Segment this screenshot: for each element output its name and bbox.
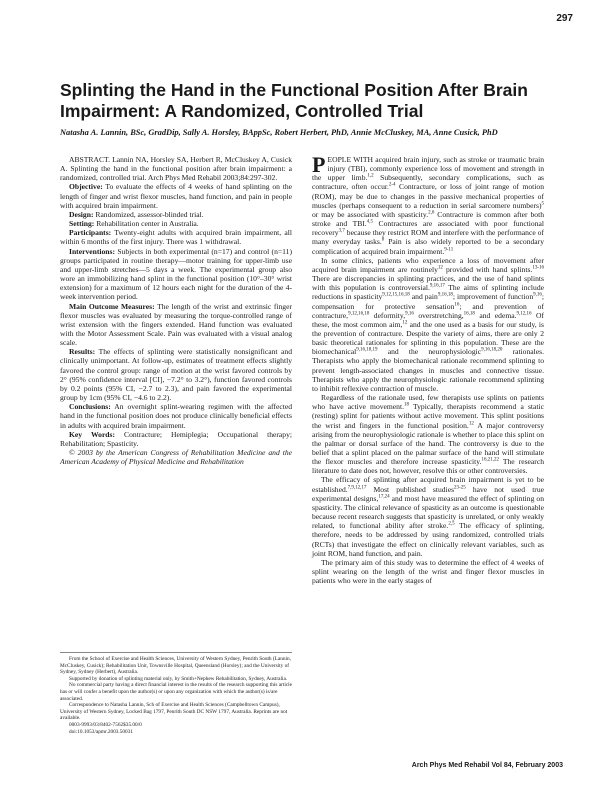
text-run: The aims of splinting include reductions in spasticity [312,283,544,302]
abstract-label: Interventions: [69,246,115,256]
copyright-notice: © 2003 by the American Congress of Rehabilitation Medicine and the American Academy of Physical Medicine and Rehabilitation [60,448,292,467]
abstract-text: To evaluate the effects of 4 weeks of hand splinting on the length of finger and wrist flexor muscles, hand function, and pain in people with acquired brain impairment. [60,182,292,210]
abstract-outcome-measures [60,302,292,348]
body-paragraph [312,393,544,475]
citation-ref: 1,2 [367,173,374,179]
abstract-label: Results: [69,347,96,357]
text-run: ; compensation for protective sensation [312,292,544,311]
abstract-design [60,210,292,219]
footnote-correspondence: Correspondence to Natasha Lannin, Sch of Exercise and Health Sciences (Campbelltown Campus), University of Western Sydney, Locked Bag 1797, Penrith South DC NSW 1797, Australia. Reprints are not available. [60,702,288,722]
citation-ref: 3,7 [338,228,345,234]
abstract-text: The length of the wrist and extrinsic finger flexor muscles was evaluated by measuring the torque-controlled range of wrist extension with the fingers extended. Hand function was evaluated with the Motor Assessment Scale. Pain was evaluated with a visual analog scale. [60,301,292,348]
abstract-label: Objective: [69,182,103,192]
article-title: Splinting the Hand in the Functional Position After Brain Impairment: A Randomized, Controlled Trial [60,80,528,121]
text-run: rationales. Therapists who apply the biomechanical rationale recommend splinting to prevent length-associated changes in muscles and connective tissue. Therapists who apply the neurophysiologic rationale recommend splinting to inhibit reflexive contraction of muscle. [312,347,544,393]
citation-ref: 9,12,16,18 [348,311,370,317]
footnote-doi: doi:10.1053/apmr.2003.50031 [69,728,134,735]
text-run: deformity, [369,310,406,320]
footnotes [60,652,292,735]
journal-footer: Arch Phys Med Rehabil Vol 84, February 2003 [411,762,563,769]
page-number: 297 [556,13,573,24]
citation-ref: 2-4 [388,182,396,188]
citation-ref: 12 [437,265,443,271]
body-paragraph [312,256,544,393]
citation-ref: 12 [402,320,408,326]
abstract-results [60,347,292,402]
citation-ref: 9,12,16 [516,311,532,317]
abstract-setting [60,219,292,228]
text-run: and edema. [474,310,517,320]
abstract-text: Randomized, assessor-blinded trial. [95,209,204,219]
text-run: ; improvement of function [452,292,534,302]
text-run: Of these, the most common aim, [312,310,544,329]
author-list: Natasha A. Lannin, BSc, GradDip, Sally A. Horsley, BAppSc, Robert Herbert, PhD, Annie McCluskey, MA, Anne Cusick, PhD [60,128,498,137]
abstract-text: Contracture; Hemiplegia; Occupational therapy; Rehabilitation; Spasticity. [60,429,292,448]
paragraph-lead: EOPLE WITH [327,155,374,164]
text-run: Contractures are associated with poor functional recovery [312,219,544,238]
citation-ref: 12 [468,421,474,426]
citation-ref: 16,21,22 [481,457,499,463]
citation-ref: 16 [454,301,460,307]
body-column [312,152,545,586]
citation-ref: 9-11 [444,247,454,253]
abstract-participants [60,228,292,246]
text-run: Pain is also widely reported to be a secondary complication of acquired brain impairment. [312,237,544,256]
text-run: Contracture, or loss of joint range of motion (ROM), may be due to changes in the passive mechanical properties of muscles (perhaps consequent to a reduction in serial sarcomere numbers) [312,182,544,210]
citation-ref: 9,16,18 [437,292,453,298]
text-run: or may be associated with spasticity. [312,209,429,219]
citation-ref: 9,16,18,20 [481,347,503,353]
footnote-disclosure: No commercial party having a direct financial interest in the results of the research supporting this article has or will confer a benefit upon the author(s) or upon any organization with which the author(s) is/are associated. [60,682,292,702]
abstract-label: Main Outcome Measures: [69,301,155,311]
text-run: There are discrepancies in splinting practices, and the use of hand splints with this population is controversial. [312,274,544,293]
abstract-label: Key Words: [69,429,116,439]
abstract-interventions [60,247,292,302]
text-run: and the one used as a basis for our study, is the prevention of contracture. Despite the variety of aims, there are only 2 basic theoretical rationales for splinting in this population. These are the biomechanical [312,319,544,357]
citation-ref: 7,9,12,17 [347,485,367,491]
text-run: provided with hand splints. [442,264,533,274]
text-run: Most published studies [366,484,455,494]
drop-cap: P [312,152,326,177]
citation-ref: 9,12,15,16,18 [382,292,410,298]
abstract-conclusions [60,402,292,429]
citation-ref: 9,16 [405,311,414,317]
citation-ref: 8 [381,237,385,243]
abstract-label: Participants: [69,228,112,238]
text-run: In some clinics, patients who experience a loss of movement after acquired brain impairment are routinely [312,255,544,274]
text-run: acquired brain injury, such as stroke or traumatic brain injury (TBI), commonly experience loss of movement and strength in the upper limb. [312,155,544,183]
citation-ref: 17,24 [378,494,390,500]
body-paragraph [312,475,544,557]
abstract-citation: ABSTRACT. Lannin NA, Horsley SA, Herbert R, McCluskey A, Cusick A. Splinting the hand in the functional position after brain impairment: a randomized, controlled trial. Arch Phys Med Rehabil 2003;84:297-302. [60,155,292,183]
text-run: Contracture is common after both stroke and TBI. [312,209,544,229]
abstract-text: Rehabilitation center in Australia. [96,219,199,229]
abstract-label: Conclusions: [69,402,111,412]
abstract-key-words [60,430,292,448]
text-run: The research literature to date does not, however, resolve this or other controversies. [312,457,544,476]
abstract-objective [60,182,292,209]
text-run: overstretching, [413,310,464,320]
text-run: The efficacy of splinting, therefore, needs to be addressed by using randomized, controlled trials (RCTs) that investigate the effect on clinically relevant variables, such as joint ROM, hand function, and pain. [312,521,544,558]
citation-ref: 2,5 [448,521,455,527]
citation-ref: 4,5 [366,219,373,225]
abstract-label: Design: [69,209,94,219]
citation-ref: 13-16 [532,265,544,271]
citation-ref: 23-25 [454,485,466,491]
abstract-text: The effects of splinting were statistically nonsignificant and clinically unimportant. At follow-up, estimates of treatment effects slightly favored the control group: range of motion at the wrist favored controls by 2° (95% confidence interval [CI], −7.2° to 3.2°), function favored controls by 0.2 points (95% CI, −2.7 to 2.3), and pain favored the experimental group by 1cm (95% CI, −4.6 to 2.2). [60,347,292,403]
text-run: have not used true experimental designs, [312,484,544,503]
citation-ref: 9,16 [533,292,542,298]
text-run: because they restrict ROM and interfere with the performance of many everyday tasks. [312,228,544,247]
text-run: Typically, therapists recommend a static (resting) splint for patients without active movement. This splint positions the wrist and fingers in the functional position. [312,402,544,430]
abstract-label: Setting: [69,219,95,229]
footnote-issn: 0003-9993/03/8402-7562$35.00/0 [69,721,142,728]
abstract-text: An overnight splint-wearing regimen with the affected hand in the functional position does not produce clinically beneficial effects in adults with acquired brain impairment. [60,402,292,430]
citation-ref: 18 [404,402,409,408]
abstract-text: Twenty-eight adults with acquired brain impairment, all within 6 months of the first injury. There was 1 withdrawal. [60,228,292,247]
abstract-text: Subjects in both experimental (n=17) and control (n=11) groups participated in routine therapy—motor training for upper-limb use and upper-limb stretches—5 days a week. The experimental group also wore an immobilizing hand splint in the functional position (10°–30° wrist extension) for a maximum of 12 hours each night for the duration of the 4-week intervention period. [60,246,292,302]
citation-ref: 16,18 [463,311,475,317]
text-run: and most have measured the effect of splinting on spasticity. The clinical relevance of spasticity as an outcome is questionable because recent research suggests that spasticity is unrelated, or only weakly related, to functional ability after stroke. [312,493,545,531]
text-run: ; and prevention of contracture, [312,301,544,320]
text-run: A major controversy arising from the neurophysiologic rationale is whether to place this splint on the palmar or dorsal surface of the hand. The controversy is due to the belief that a splint placed on the palmar surface of the hand will stimulate the flexor muscles and therefore increase spasticity. [312,420,544,467]
text-run: Regardless of the rationale used, few therapists use splints on patients who have active movement. [312,393,544,412]
text-run: and pain [409,292,438,302]
footnote-affiliation: From the School of Exercise and Health Sciences, University of Western Sydney, Penrith South (Lannin, McCluskey, Cusick); Rehabilitation Unit, Townsville Hospital, Queensland (Horsley); and the University of Sydney, Sydney (Herbert), Australia. [60,656,291,676]
text-run: and the neurophysiologic [377,347,482,357]
body-paragraph [312,152,545,256]
citation-ref: 9,16,17 [429,283,445,289]
abstract-column [60,155,292,466]
text-run: Subsequently, secondary complications, such as contracture, often occur. [312,173,545,192]
text-run: The efficacy of splinting after acquired brain impairment is yet to be established. [312,475,544,494]
citation-ref: 2,6 [428,210,435,216]
footnote-funding: Supported by donation of splinting material only, by Smith+Nephew Rehabilitation, Sydney, Australia. [69,675,288,682]
citation-ref: 5 [541,201,544,207]
citation-ref: 9,16,18,19 [356,347,378,353]
body-paragraph: The primary aim of this study was to determine the effect of 4 weeks of splint wearing on the length of the wrist and finger flexor muscles in patients who were in the early stages of [312,557,544,586]
